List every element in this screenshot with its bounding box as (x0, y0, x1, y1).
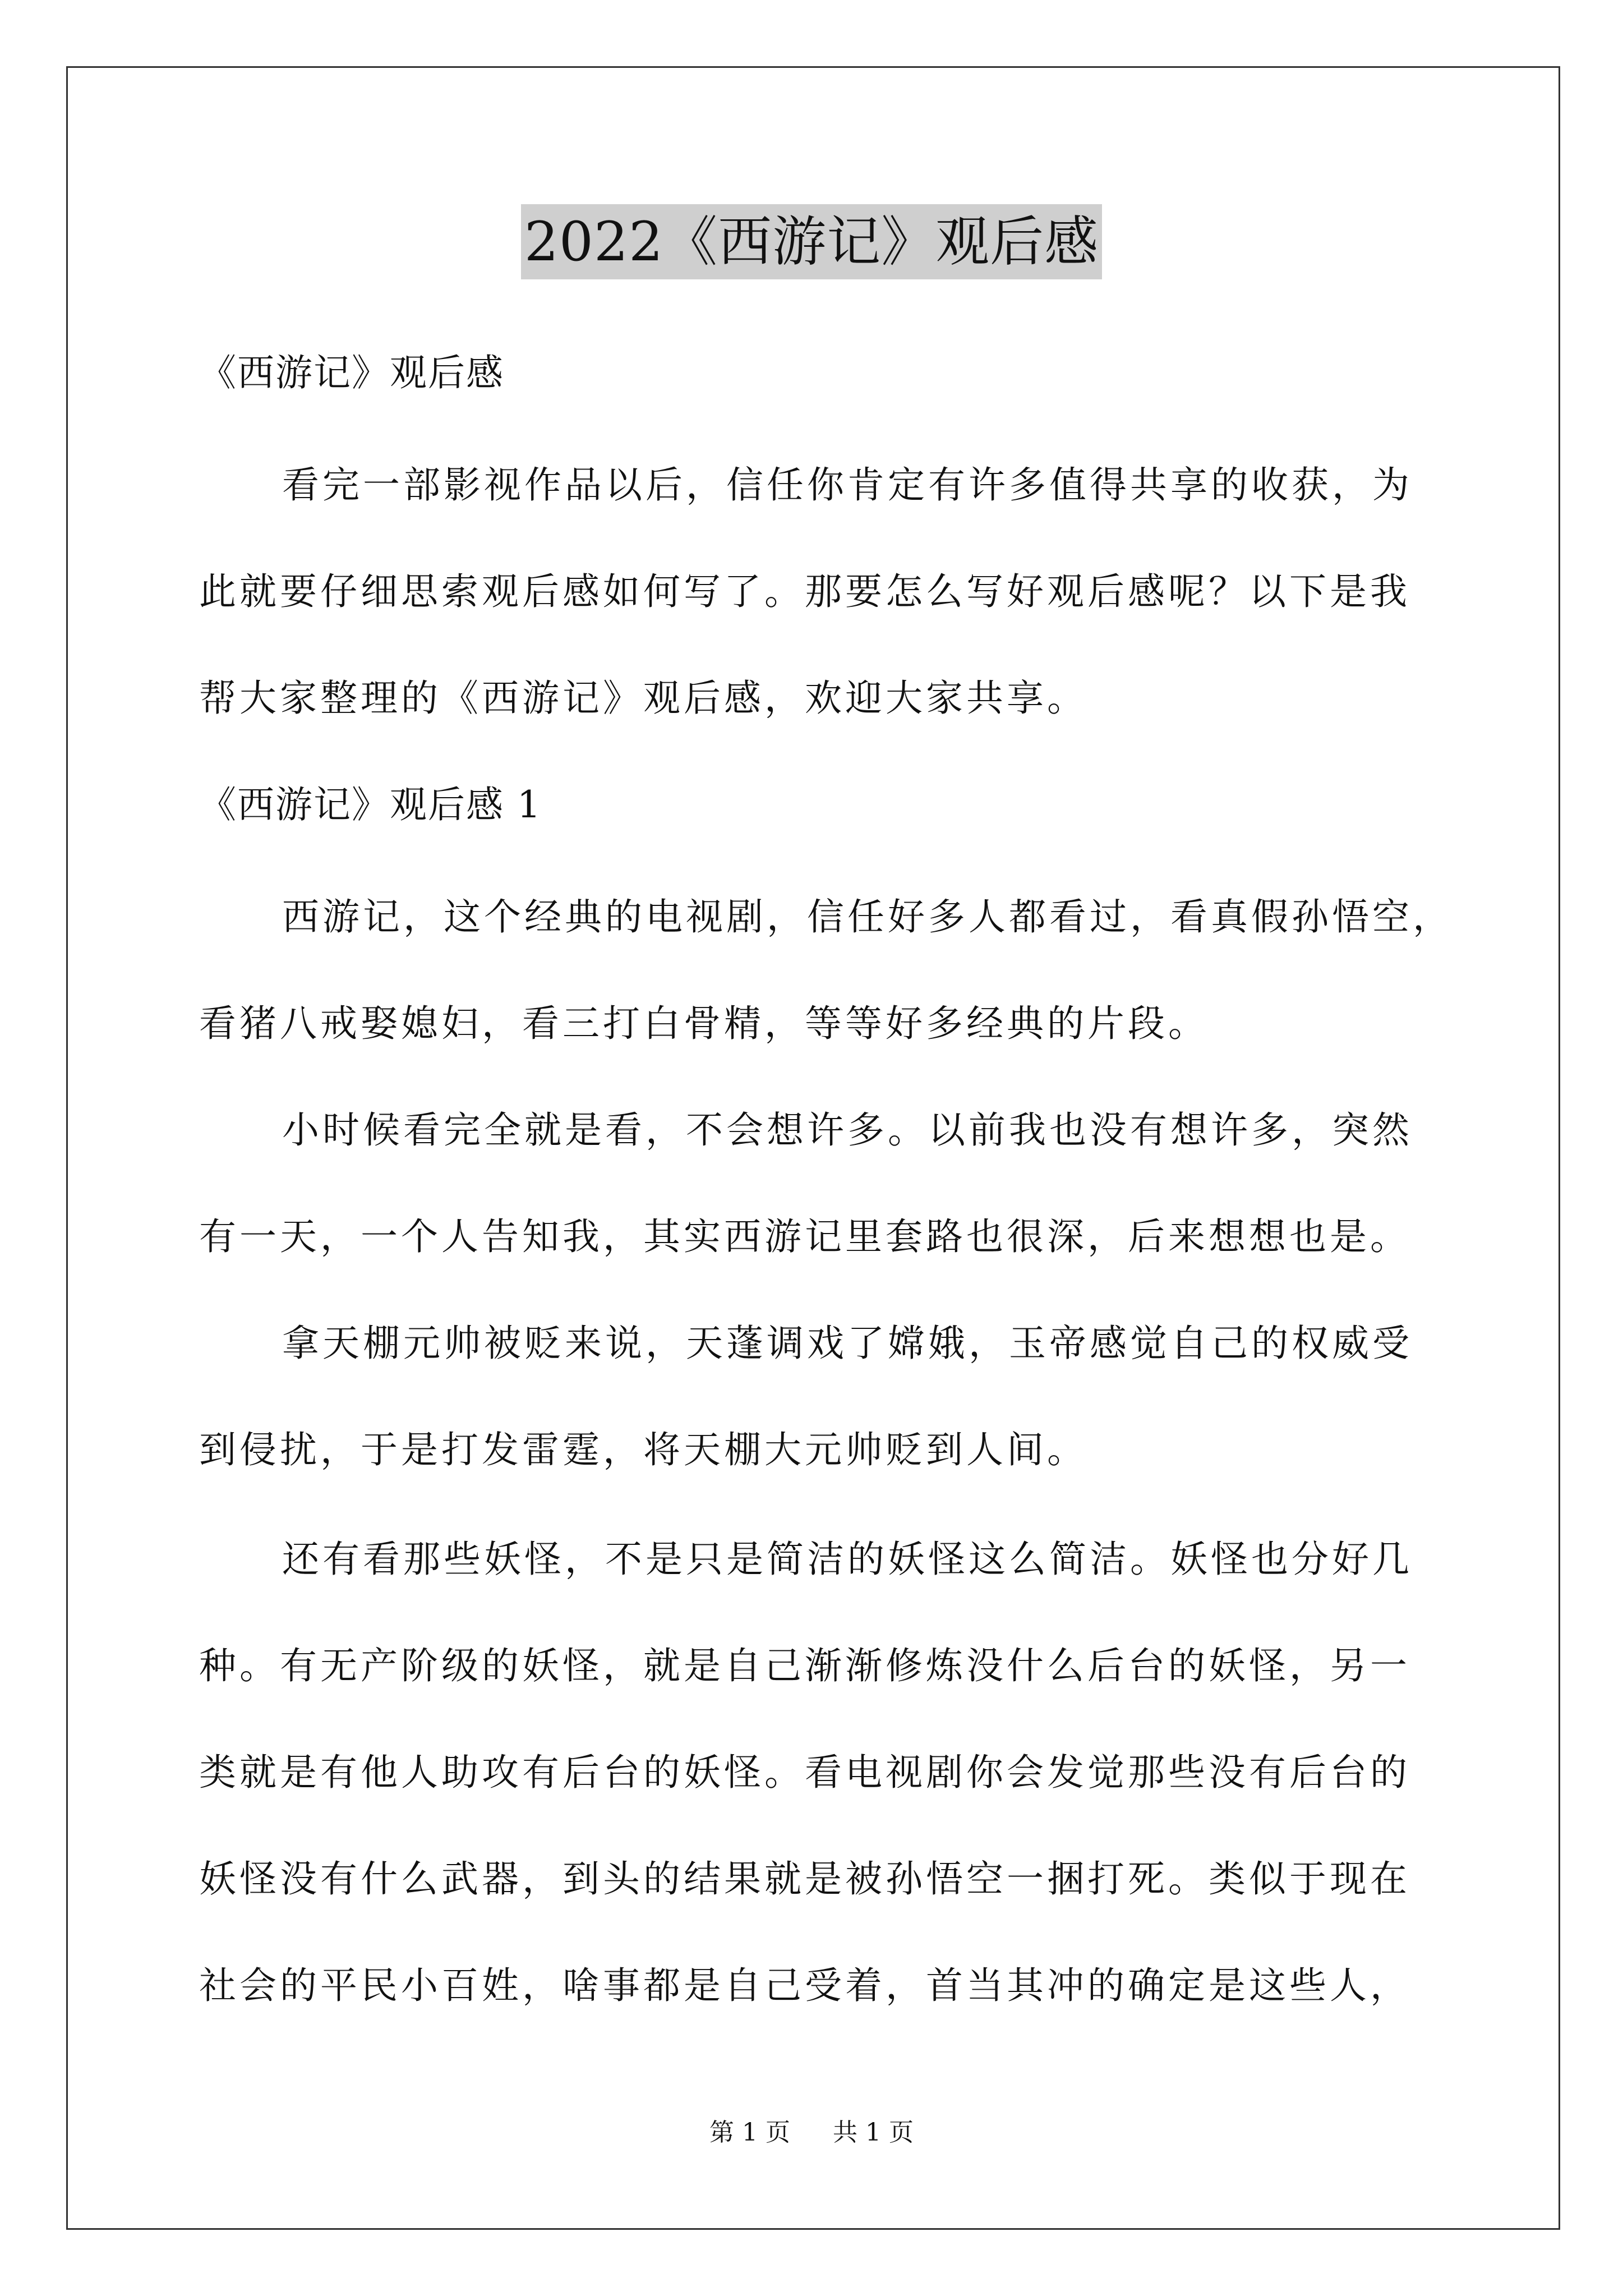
paragraph-1-line-1: 西游记，这个经典的电视剧，信任好多人都看过，看真假孙悟空， (282, 895, 1453, 938)
page-total: 共 1 页 (833, 2118, 914, 2147)
title-container (0, 204, 1623, 279)
intro-line-1: 看完一部影视作品以后，信任你肯定有许多值得共享的收获，为 (282, 463, 1413, 507)
paragraph-3-line-1: 拿天棚元帅被贬来说，天蓬调戏了嫦娥，玉帝感觉自己的权威受 (282, 1322, 1413, 1365)
page-footer (0, 2116, 1623, 2150)
paragraph-3-line-2: 到侵扰，于是打发雷霆，将天棚大元帅贬到人间。 (199, 1428, 1087, 1471)
subtitle: 《西游记》观后感 (199, 351, 504, 394)
paragraph-4-line-5: 社会的平民小百姓，啥事都是自己受着，首当其冲的确定是这些人， (199, 1964, 1410, 2007)
intro-line-3: 帮大家整理的《西游记》观后感，欢迎大家共享。 (199, 677, 1087, 720)
intro-line-2: 此就要仔细思索观后感如何写了。那要怎么写好观后感呢？以下是我 (199, 570, 1410, 613)
paragraph-2-line-1: 小时候看完全就是看，不会想许多。以前我也没有想许多，突然 (282, 1108, 1413, 1152)
page-number: 第 1 页 (709, 2118, 790, 2147)
paragraph-1-line-2: 看猪八戒娶媳妇，看三打白骨精，等等好多经典的片段。 (199, 1002, 1209, 1045)
section-heading: 《西游记》观后感 1 (199, 783, 542, 826)
paragraph-4-line-2: 种。有无产阶级的妖怪，就是自己渐渐修炼没什么后台的妖怪，另一 (199, 1644, 1410, 1687)
paragraph-2-line-2: 有一天，一个人告知我，其实西游记里套路也很深，后来想想也是。 (199, 1215, 1410, 1258)
document-title: 2022《西游记》观后感 (521, 204, 1102, 279)
paragraph-4-line-4: 妖怪没有什么武器，到头的结果就是被孙悟空一捆打死。类似于现在 (199, 1857, 1410, 1901)
paragraph-4-line-3: 类就是有他人助攻有后台的妖怪。看电视剧你会发觉那些没有后台的 (199, 1751, 1410, 1794)
paragraph-4-line-1: 还有看那些妖怪，不是只是简洁的妖怪这么简洁。妖怪也分好几 (282, 1538, 1413, 1581)
